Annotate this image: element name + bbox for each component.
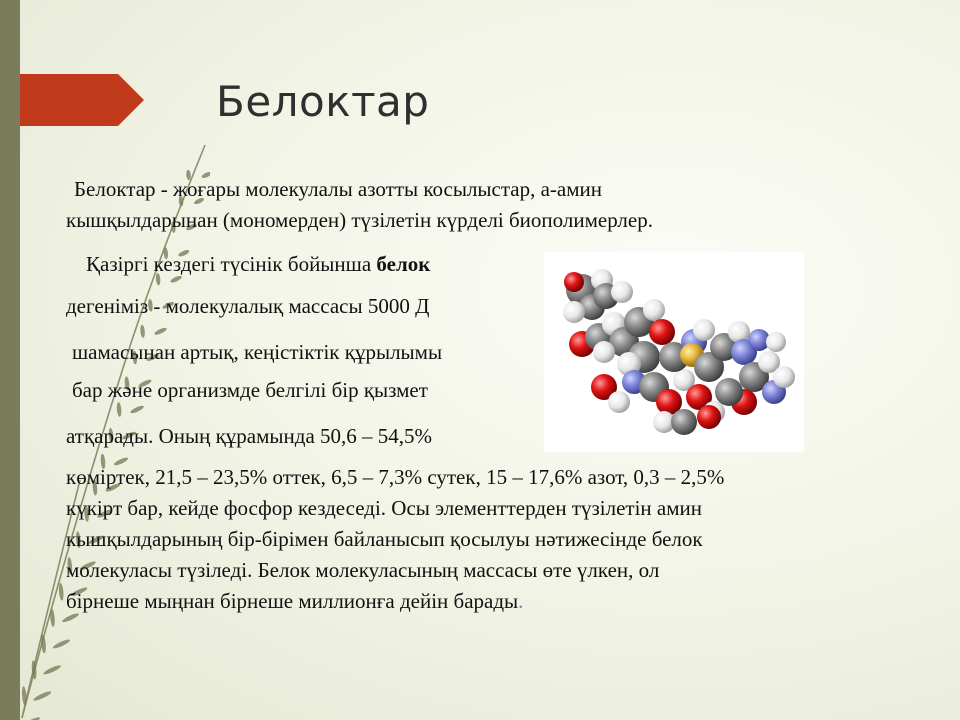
title-arrow-icon <box>20 74 144 126</box>
atom-h <box>608 391 630 413</box>
atom-h <box>611 281 633 303</box>
paragraph-line-6: бар және организмде белгілі бір қызмет <box>72 378 428 402</box>
atom-h <box>593 341 615 363</box>
line-12-text: бірнеше мыңнан бірнеше миллионға дейін барады <box>66 589 519 613</box>
paragraph-line-12 <box>66 587 523 615</box>
atom-c <box>715 378 743 406</box>
paragraph-line-7: атқарады. Оның құрамында 50,6 – 54,5% <box>66 424 433 448</box>
atom-h <box>643 299 665 321</box>
slide-title: Белоктар <box>216 77 430 126</box>
atom-h <box>693 319 715 341</box>
trailing-dot: . <box>518 589 524 613</box>
paragraph-line-11: молекуласы түзіледі. Белок молекуласының массасы өте үлкен, ол <box>66 558 660 582</box>
intro-line-1: Белоктар - жоғары молекулалы азотты косылыстар, а-амин <box>74 177 603 201</box>
paragraph-line-4: дегеніміз - молекулалық массасы 5000 Д <box>66 294 430 318</box>
paragraph-line-3 <box>86 250 430 278</box>
left-accent-bar <box>0 0 20 720</box>
atom-o <box>564 272 584 292</box>
atom-o <box>649 319 675 345</box>
atom-h <box>773 366 795 388</box>
paragraph-line-10: кышқылдарының бір-бірімен байланысып қосылуы нәтижесінде белок <box>66 527 703 551</box>
atom-h <box>563 301 585 323</box>
atom-h <box>766 332 786 352</box>
line-3-text: Қазіргі кездегі түсінік бойынша <box>86 252 377 276</box>
paragraph-line-8: көміртек, 21,5 – 23,5% оттек, 6,5 – 7,3% сутек, 15 – 17,6% азот, 0,3 – 2,5% <box>66 465 725 489</box>
paragraph-line-5: шамасынан артық, кеңістіктік құрылымы <box>72 340 443 364</box>
bold-term-belok: белок <box>376 252 431 276</box>
atom-o <box>697 405 721 429</box>
paragraph-line-9: күкірт бар, кейде фосфор кездеседі. Осы элементтерден түзілетін амин <box>66 496 703 520</box>
atom-c <box>671 409 697 435</box>
protein-molecule-image <box>544 252 804 452</box>
intro-line-2: кышқылдарынан (мономерден) түзілетін күрделі биополимерлер. <box>66 208 653 232</box>
